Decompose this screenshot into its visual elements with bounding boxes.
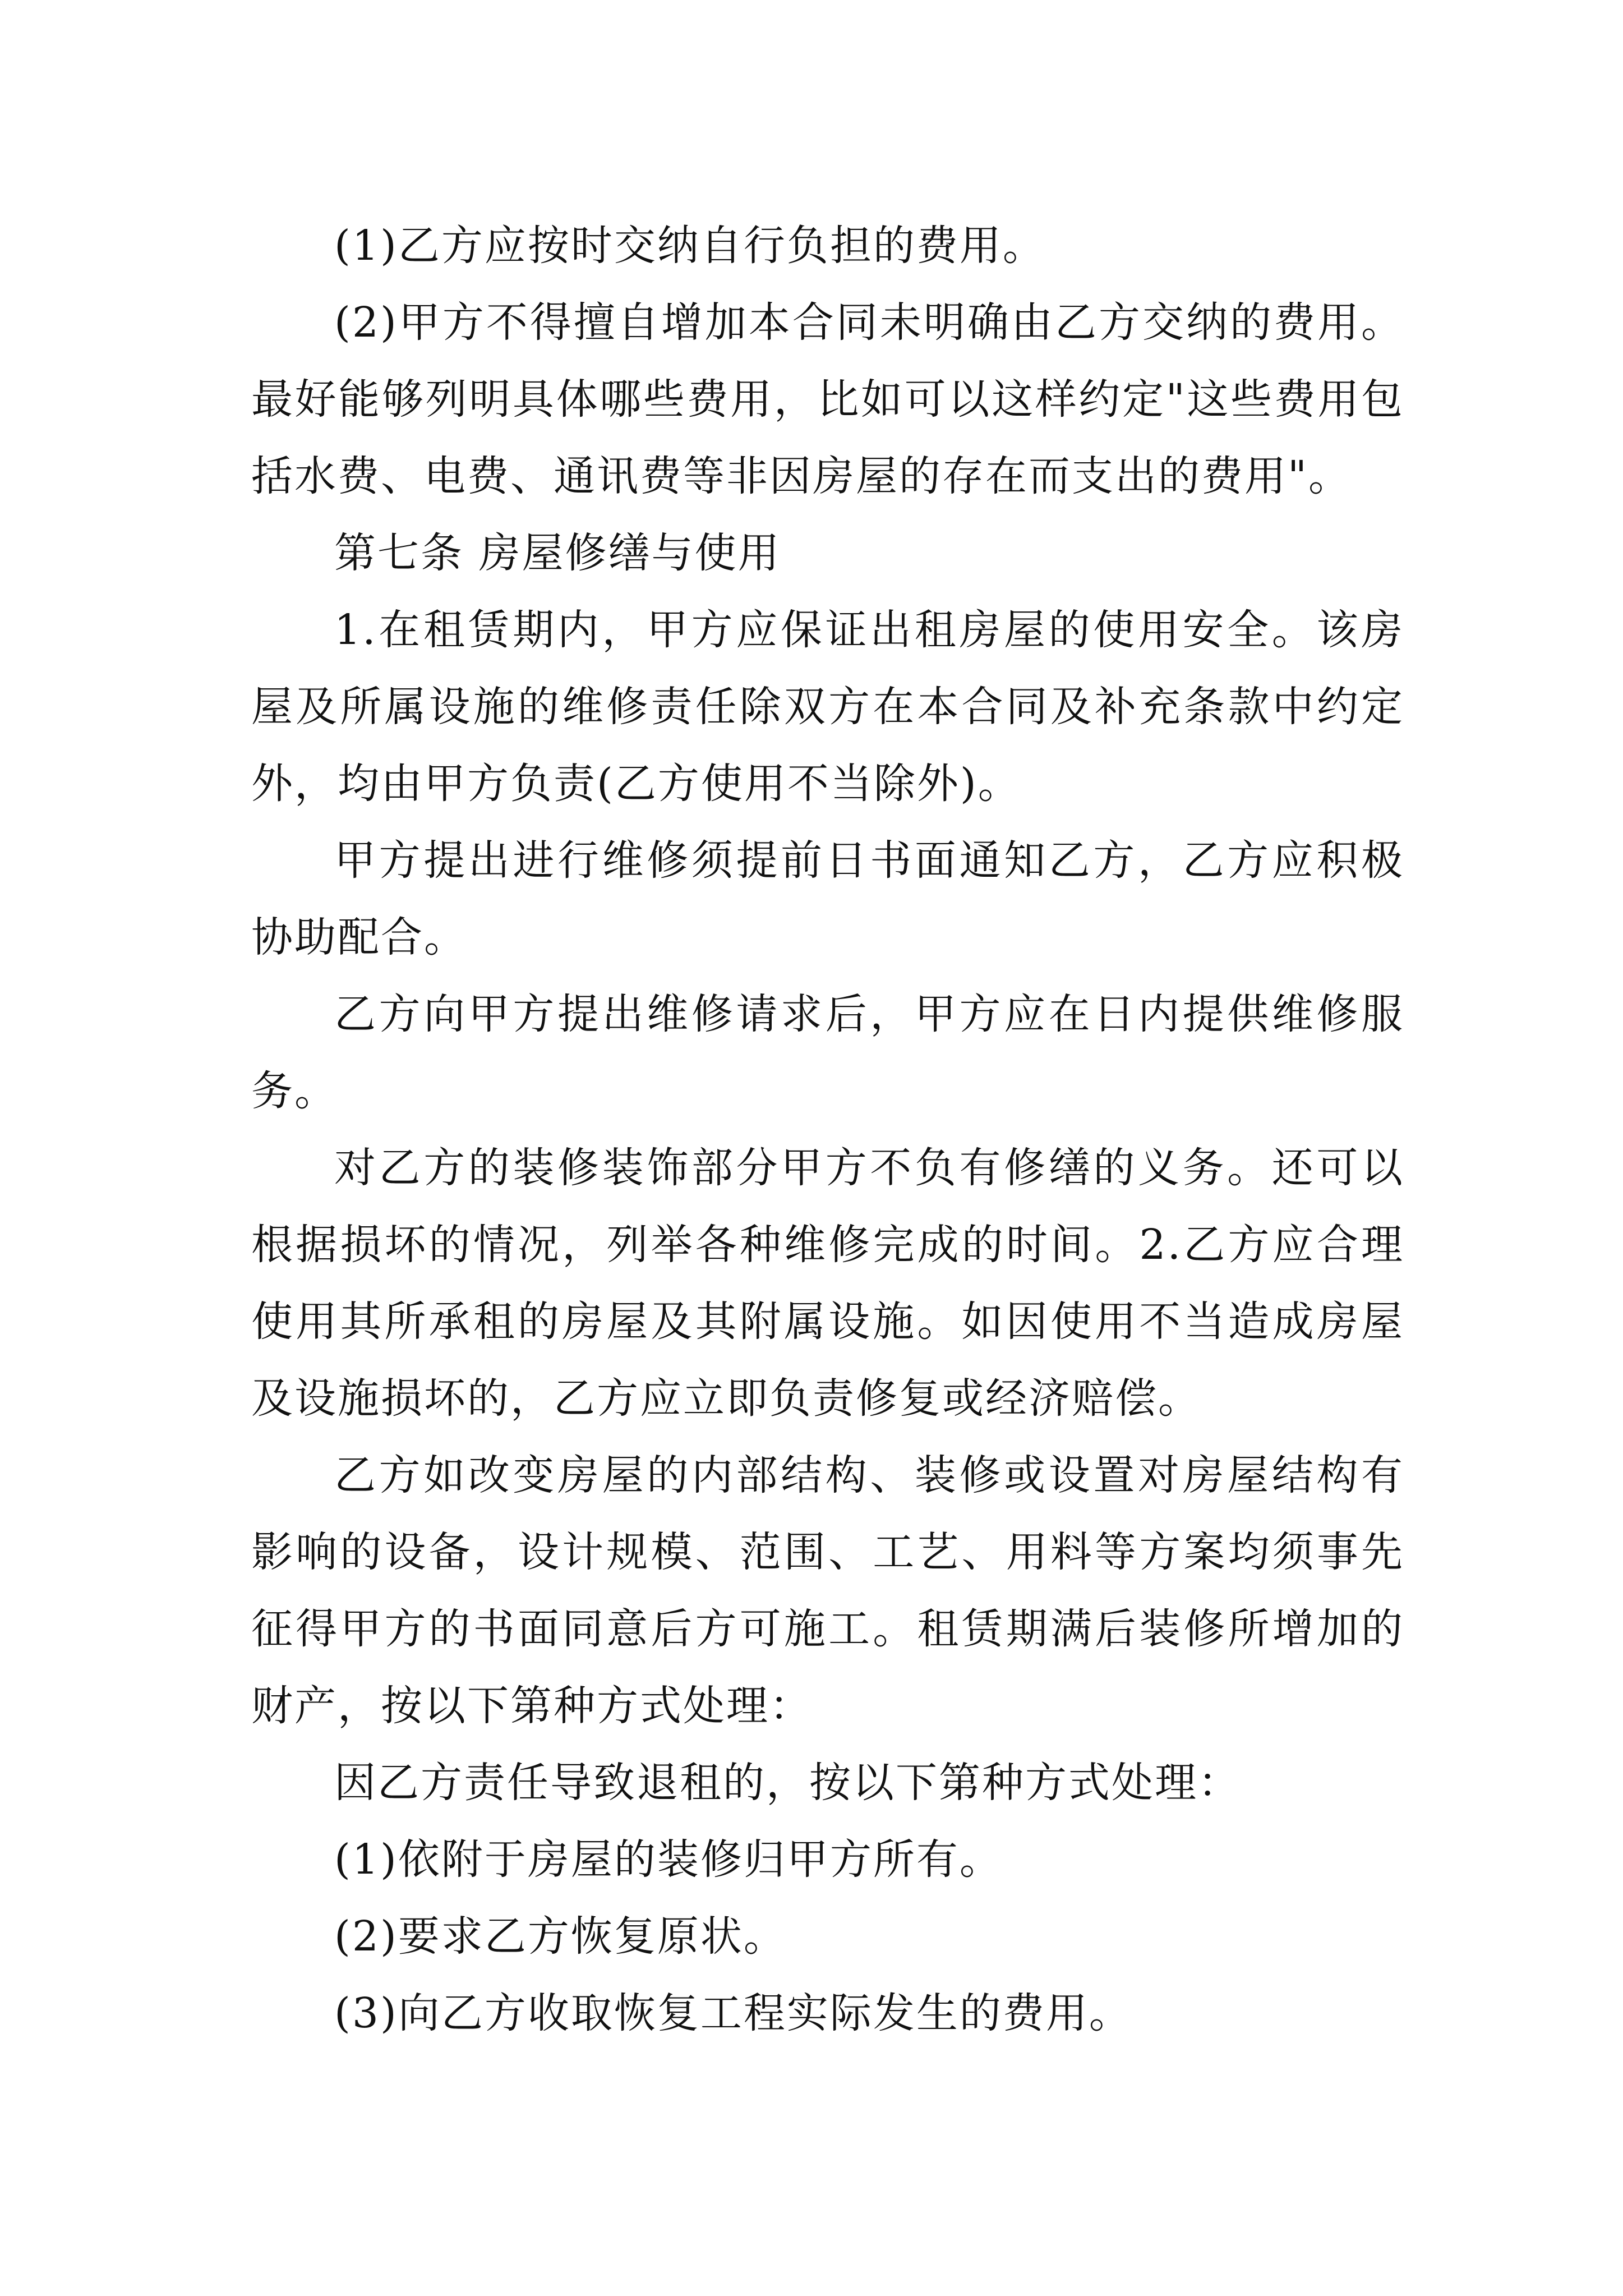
paragraph-repair-notice: 甲方提出进行维修须提前日书面通知乙方，乙方应积极协助配合。: [251, 836, 1404, 961]
paragraph-repair-clause-1: 1.在租赁期内，甲方应保证出租房屋的使用安全。该房屋及所属设施的维修责任除双方在本合同及补充条款中约定外，均由甲方负责(乙方使用不当除外)。: [251, 606, 1404, 808]
list-item-option-1: (1)依附于房屋的装修归甲方所有。: [334, 1835, 1003, 1884]
document-body: [251, 208, 1404, 2052]
paragraph-structure-change: 乙方如改变房屋的内部结构、装修或设置对房屋结构有影响的设备，设计规模、范围、工艺、用料等方案均须事先征得甲方的书面同意后方可施工。租赁期满后装修所增加的财产，按以下第种方式处理：: [251, 1451, 1404, 1730]
paragraph-fee-clause-2: (2)甲方不得擅自增加本合同未明确由乙方交纳的费用。最好能够列明具体哪些费用，比如可以这样约定"这些费用包括水费、电费、通讯费等非因房屋的存在而支出的费用"。: [251, 298, 1404, 500]
paragraph-repair-request: 乙方向甲方提出维修请求后，甲方应在日内提供维修服务。: [251, 990, 1404, 1115]
section-heading-article-7: 第七条 房屋修缮与使用: [334, 529, 781, 577]
paragraph-decoration-repair: 对乙方的装修装饰部分甲方不负有修缮的义务。还可以根据损坏的情况，列举各种维修完成的时间。2.乙方应合理使用其所承租的房屋及其附属设施。如因使用不当造成房屋及设施损坏的，乙方应立即负责修复或经济赔偿。: [251, 1144, 1404, 1423]
paragraph-fee-clause-1: (1)乙方应按时交纳自行负担的费用。: [334, 222, 1046, 270]
list-item-option-3: (3)向乙方收取恢复工程实际发生的费用。: [334, 1989, 1132, 2037]
paragraph-termination-handling: 因乙方责任导致退租的，按以下第种方式处理：: [334, 1759, 1241, 1807]
list-item-option-2: (2)要求乙方恢复原状。: [334, 1912, 787, 1961]
